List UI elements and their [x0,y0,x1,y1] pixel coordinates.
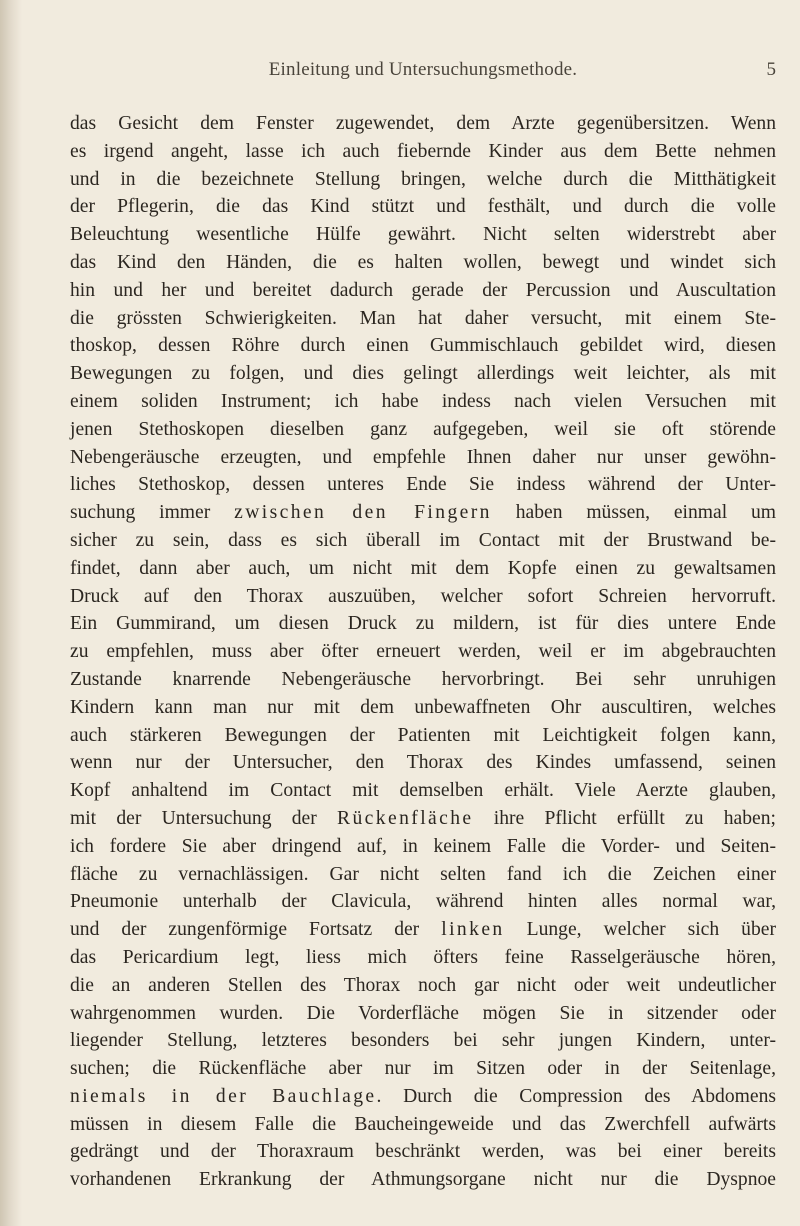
text-segment: hin und her und bereitet dadurch gerade der Percussion und Auscultation [70,279,776,301]
emphasized-text: linken [441,919,505,941]
text-segment: ihre Pflicht erfüllt zu haben; [473,807,776,829]
text-segment: Kopf anhaltend im Contact mit demselben erhält. Viele Aerzte glauben, [70,780,776,802]
text-segment: suchung immer [70,502,235,524]
binding-shadow [0,0,22,1226]
text-segment: es irgend angeht, lasse ich auch fiebernde Kinder aus dem Bette nehmen [70,140,776,162]
text-segment: vorhandenen Erkrankung der Athmungsorgane nicht nur die Dyspnoe [70,1169,776,1191]
text-line [70,777,776,805]
text-segment: Ein Gummirand, um diesen Druck zu mildern, ist für dies untere Ende [70,613,776,635]
text-line [70,527,776,555]
text-segment: thoskop, dessen Röhre durch einen Gummischlauch gebildet wird, diesen [70,335,776,357]
text-line [70,666,776,694]
text-line [70,277,776,305]
text-line [70,1055,776,1083]
text-line [70,916,776,944]
text-segment: Druck auf den Thorax auszuüben, welcher sofort Schreien hervorruft. [70,585,776,607]
text-segment: . Durch die Compression des Abdomens [376,1085,776,1107]
text-segment: Lunge, welcher sich über [504,919,776,941]
text-segment: die grössten Schwierigkeiten. Man hat daher versucht, mit einem Ste- [70,307,776,329]
text-line [70,610,776,638]
text-segment: fläche zu vernachlässigen. Gar nicht selten fand ich die Zeichen einer [70,863,776,885]
text-segment: das Pericardium legt, liess mich öfters feine Rasselgeräusche hören, [70,946,776,968]
text-segment: liches Stethoskop, dessen unteres Ende Sie indess während der Unter- [70,474,776,496]
text-line [70,1166,776,1194]
text-line [70,221,776,249]
text-segment: mit der Untersuchung der [70,807,338,829]
text-segment: Beleuchtung wesentliche Hülfe gewährt. Nicht selten widerstrebt aber [70,224,776,246]
text-segment: und in die bezeichnete Stellung bringen, welche durch die Mitthätigkeit [70,168,776,190]
text-line [70,861,776,889]
text-line [70,833,776,861]
text-line [70,1027,776,1055]
body-text [70,110,776,1194]
text-line [70,332,776,360]
text-line [70,638,776,666]
text-line [70,416,776,444]
text-segment: die an anderen Stellen des Thorax noch gar nicht oder weit undeutlicher [70,974,776,996]
text-segment: wenn nur der Untersucher, den Thorax des Kindes umfassend, seinen [70,752,776,774]
text-line [70,1138,776,1166]
text-segment: Pneumonie unterhalb der Clavicula, während hinten alles normal war, [70,891,776,913]
text-segment: zu empfehlen, muss aber öfter erneuert werden, weil er im abgebrauchten [70,641,776,663]
text-line [70,1083,776,1111]
text-line [70,555,776,583]
emphasized-text: niemals in der Bauchlage [70,1085,377,1107]
text-line [70,110,776,138]
text-segment: liegender Stellung, letzteres besonders bei sehr jungen Kindern, unter- [70,1030,776,1052]
text-segment: das Kind den Händen, die es halten wollen, bewegt und windet sich [70,251,776,273]
text-line [70,166,776,194]
text-line [70,444,776,472]
text-line [70,722,776,750]
page-number: 5 [766,59,776,80]
text-segment: Zustande knarrende Nebengeräusche hervorbringt. Bei sehr unruhigen [70,668,776,690]
text-segment: und der zungenförmige Fortsatz der [70,919,442,941]
text-segment: das Gesicht dem Fenster zugewendet, dem Arzte gegenübersitzen. Wenn [70,113,776,134]
text-line [70,694,776,722]
text-line [70,193,776,221]
text-segment: findet, dann aber auch, um nicht mit dem Kopfe einen zu gewaltsamen [70,557,776,579]
emphasized-text: Rückenfläche [337,807,474,829]
text-segment: jenen Stethoskopen dieselben ganz aufgegeben, weil sie oft störende [70,418,776,440]
text-segment: einem soliden Instrument; ich habe indess nach vielen Versuchen mit [70,390,776,412]
text-line [70,388,776,416]
text-line [70,499,776,527]
running-title: Einleitung und Untersuchungsmethode. [268,59,578,80]
text-line [70,1000,776,1028]
text-line [70,305,776,333]
text-segment: Bewegungen zu folgen, und dies gelingt allerdings weit leichter, als mit [70,363,776,385]
text-line [70,583,776,611]
emphasized-text: zwischen den Fingern [234,502,492,524]
text-line [70,360,776,388]
text-line [70,805,776,833]
text-segment: müssen in diesem Falle die Baucheingeweide und das Zwerchfell aufwärts [70,1113,776,1135]
text-line [70,138,776,166]
text-line [70,471,776,499]
text-segment: sicher zu sein, dass es sich überall im Contact mit der Brustwand be- [70,529,776,551]
text-segment: suchen; die Rückenfläche aber nur im Sitzen oder in der Seitenlage, [70,1058,776,1080]
text-line [70,888,776,916]
text-line [70,972,776,1000]
running-header [70,59,776,89]
text-segment: Kindern kann man nur mit dem unbewaffneten Ohr auscultiren, welches [70,696,776,718]
text-segment: ich fordere Sie aber dringend auf, in keinem Falle die Vorder- und Seiten- [70,835,776,857]
text-segment: haben müssen, einmal um [491,502,776,524]
text-segment: der Pflegerin, die das Kind stützt und festhält, und durch die volle [70,196,776,218]
text-segment: wahrgenommen wurden. Die Vorderfläche mögen Sie in sitzender oder [70,1002,776,1024]
text-segment: auch stärkeren Bewegungen der Patienten mit Leichtigkeit folgen kann, [70,724,776,746]
text-line [70,1111,776,1139]
text-segment: Nebengeräusche erzeugten, und empfehle Ihnen daher nur unser gewöhn- [70,446,776,468]
text-line [70,944,776,972]
text-line [70,249,776,277]
text-line [70,749,776,777]
text-segment: gedrängt und der Thoraxraum beschränkt werden, was bei einer bereits [70,1141,776,1163]
